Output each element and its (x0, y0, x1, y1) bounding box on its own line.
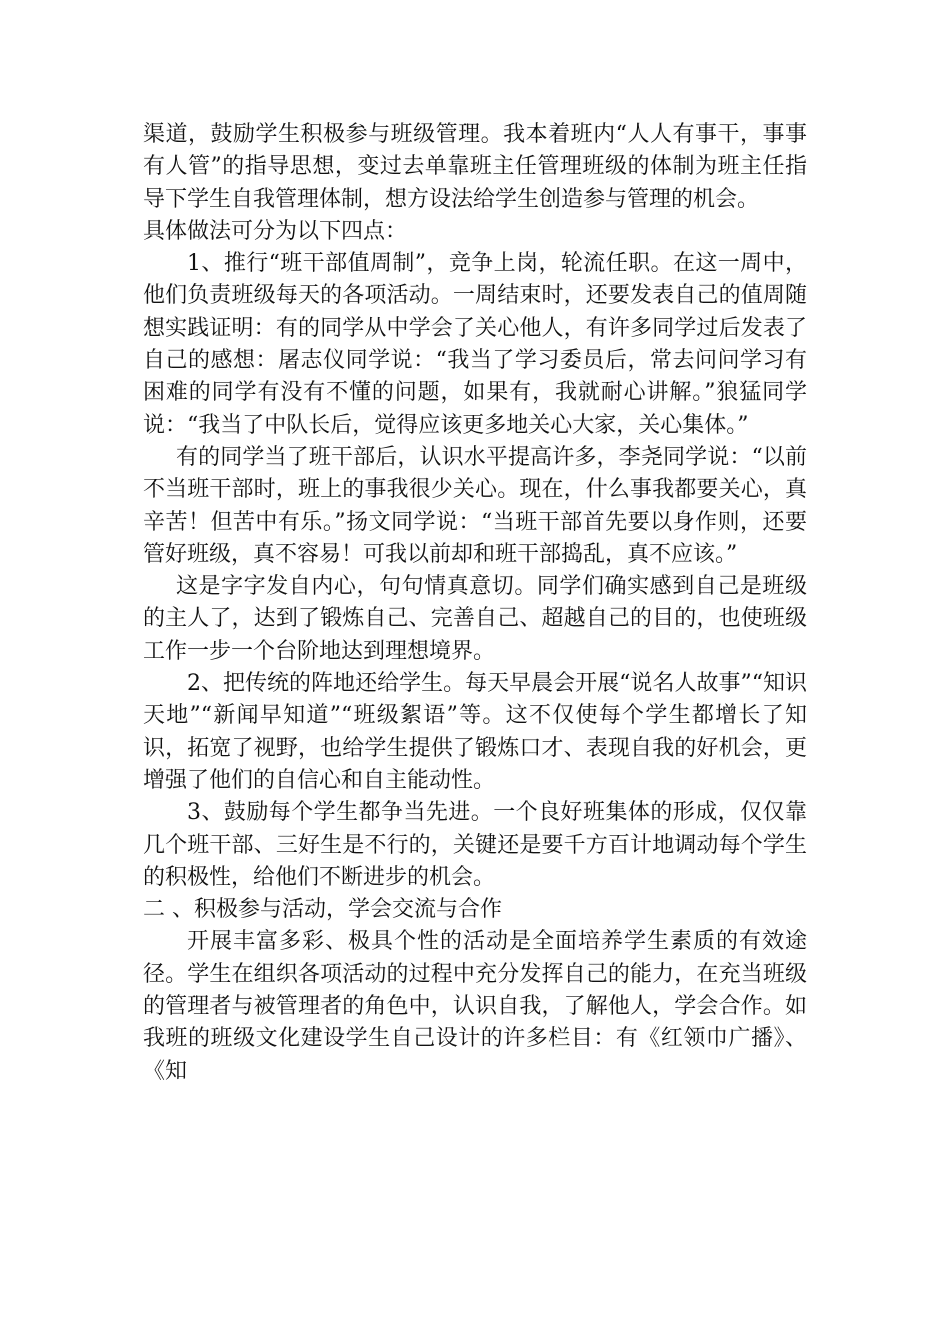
paragraph-point-1: 1、推行“班干部值周制”，竞争上岗，轮流任职。在这一周中，他们负责班级每天的各项活动。一周结束时，还要发表自己的值周随想实践证明：有的同学从中学会了关心他人，有许多同学过后发表了自己的感想：屠志仪同学说：“我当了学习委员后，常去问问学习有困难的同学有没有不懂的问题，如果有，我就耐心讲解。”狼猛同学说：“我当了中队长后，觉得应该更多地关心大家，关心集体。” (143, 251, 807, 438)
paragraph-intro-points: 具体做法可分为以下四点： (143, 218, 408, 244)
paragraph-continuation: 渠道，鼓励学生积极参与班级管理。我本着班内“人人有事干，事事有人管”的指导思想，变过去单靠班主任管理班级的体制为班主任指导下学生自我管理体制，想方设法给学生创造参与管理的机会。 (143, 122, 807, 212)
paragraph-point-3: 3、鼓励每个学生都争当先进。一个良好班集体的形成，仅仅靠几个班干部、三好生是不行的，关键还是要千方百计地调动每个学生的积极性，给他们不断进步的机会。 (143, 800, 807, 890)
paragraph-point-2: 2、把传统的阵地还给学生。每天早晨会开展“说名人故事”“知识天地”“新闻早知道”“班级絮语”等。这不仅使每个学生都增长了知识，拓宽了视野，也给学生提供了锻炼口才、表现自我的好机会，更增强了他们的自信心和自主能动性。 (143, 671, 807, 793)
paragraph-class-cadre-quotes: 有的同学当了班干部后，认识水平提高许多，李尧同学说：“以前不当班干部时，班上的事我很少关心。现在，什么事我都要关心，真辛苦！但苦中有乐。”扬文同学说：“当班干部首先要以身作则，还要管好班级，真不容易！可我以前却和班干部捣乱，真不应该。” (143, 444, 807, 567)
section-heading-2: 二 、积极参与活动，学会交流与合作 (143, 897, 502, 923)
body-text (143, 119, 807, 1088)
paragraph-activities: 开展丰富多彩、极具个性的活动是全面培养学生素质的有效途径。学生在组织各项活动的过程中充分发挥自己的能力，在充当班级的管理者与被管理者的角色中，认识自我，了解他人，学会合作。如我班的班级文化建设学生自己设计的许多栏目：有《红领巾广播》、《知 (143, 929, 807, 1084)
paragraph-reflection: 这是字字发自内心，句句情真意切。同学们确实感到自己是班级的主人了，达到了锻炼自己、完善自己、超越自己的目的，也使班级工作一步一个台阶地达到理想境界。 (143, 574, 807, 664)
